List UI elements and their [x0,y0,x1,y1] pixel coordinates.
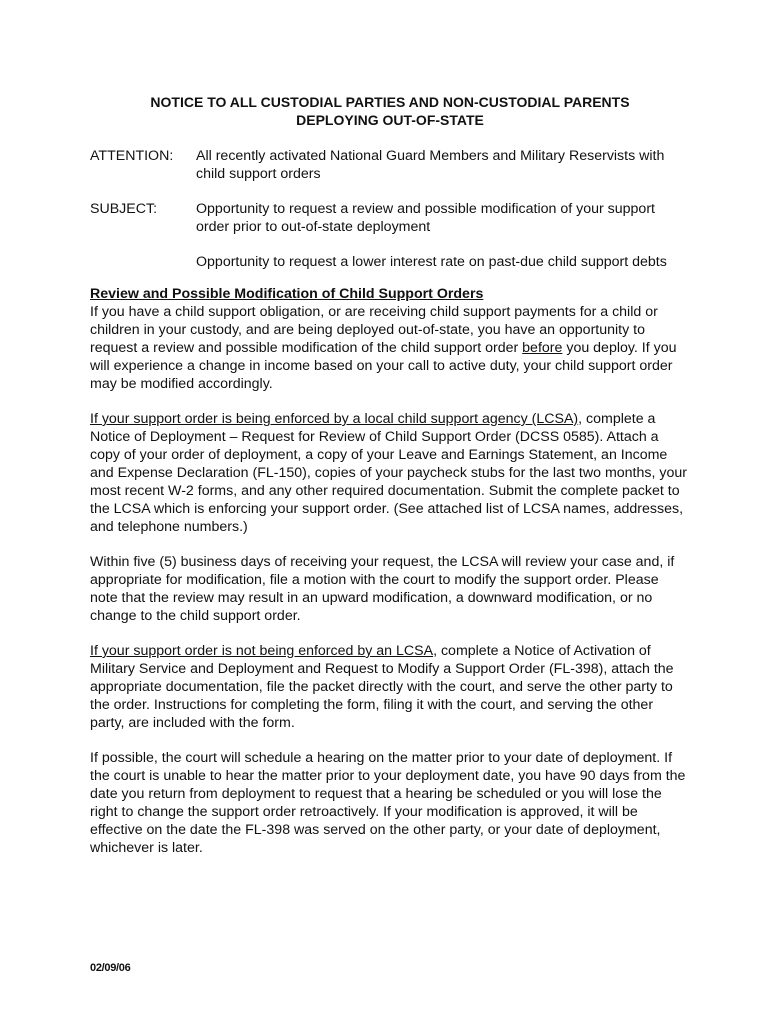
paragraph-3: Within five (5) business days of receiving your request, the LCSA will review your case and, if appropriate for modification, file a motion with the court to modify the support order. Please note that the review may result in an upward modification, a downward modification, or no change to the child support order. [90,554,675,624]
attention-label: ATTENTION: [90,148,174,164]
subject-text-1: Opportunity to request a review and possible modification of your support order prior to out-of-state deployment [196,201,655,235]
subject-text-2: Opportunity to request a lower interest rate on past-due child support debts [196,254,667,270]
subject-label: SUBJECT: [90,201,158,217]
paragraph-1-part-2: you deploy. If you will experience a change in income based on your call to active duty, your child support order may be modified accordingly. [90,340,677,392]
subject-row-2 [90,253,690,271]
paragraph-2-rest: , complete a Notice of Deployment – Request for Review of Child Support Order (DCSS 0585). Attach a copy of your order of deployment, a copy of your Leave and Earnings Statement, an Income and Expense Declaration (FL-150), copies of your paycheck stubs for the last two months, your most recent W-2 forms, and any other required documentation. Submit the complete packet to the LCSA which is enforcing your support order. (See attached list of LCSA names, addresses, and telephone numbers.) [90,411,687,535]
paragraph-4 [90,642,690,732]
document-page [90,93,690,857]
paragraph-1 [90,303,690,393]
paragraph-2-underline: If your support order is being enforced by a local child support agency (LCSA) [90,411,579,427]
subject-row [90,200,690,236]
paragraph-4-underline: If your support order is not being enforced by an LCSA [90,643,434,659]
paragraph-1-underline: before [522,340,563,356]
page-title-line-2: DEPLOYING OUT-OF-STATE [296,112,484,128]
footer-date: 02/09/06 [90,962,131,974]
attention-text: All recently activated National Guard Members and Military Reservists with child support orders [196,148,665,182]
paragraph-2 [90,410,690,536]
paragraph-4-rest: , complete a Notice of Activation of Military Service and Deployment and Request to Modify a Support Order (FL-398), attach the appropriate documentation, file the packet directly with the court, and serve the other party to the order. Instructions for completing the form, filing it with the court, and serving the other party, are included with the form. [90,643,674,731]
page-title-line-1: NOTICE TO ALL CUSTODIAL PARTIES AND NON-CUSTODIAL PARENTS [150,94,630,110]
paragraph-1-part-1: If you have a child support obligation, or are receiving child support payments for a child or children in your custody, and are being deployed out-of-state, you have an opportunity to request a review and possible modification of the child support order [90,304,658,356]
paragraph-5: If possible, the court will schedule a hearing on the matter prior to your date of deployment. If the court is unable to hear the matter prior to your deployment date, you have 90 days from the date you return from deployment to request that a hearing be scheduled or you will lose the right to change the support order retroactively. If your modification is approved, it will be effective on the date the FL-398 was served on the other party, or your date of deployment, whichever is later. [90,750,686,856]
attention-row [90,147,690,183]
section-heading: Review and Possible Modification of Child Support Orders [90,286,484,302]
